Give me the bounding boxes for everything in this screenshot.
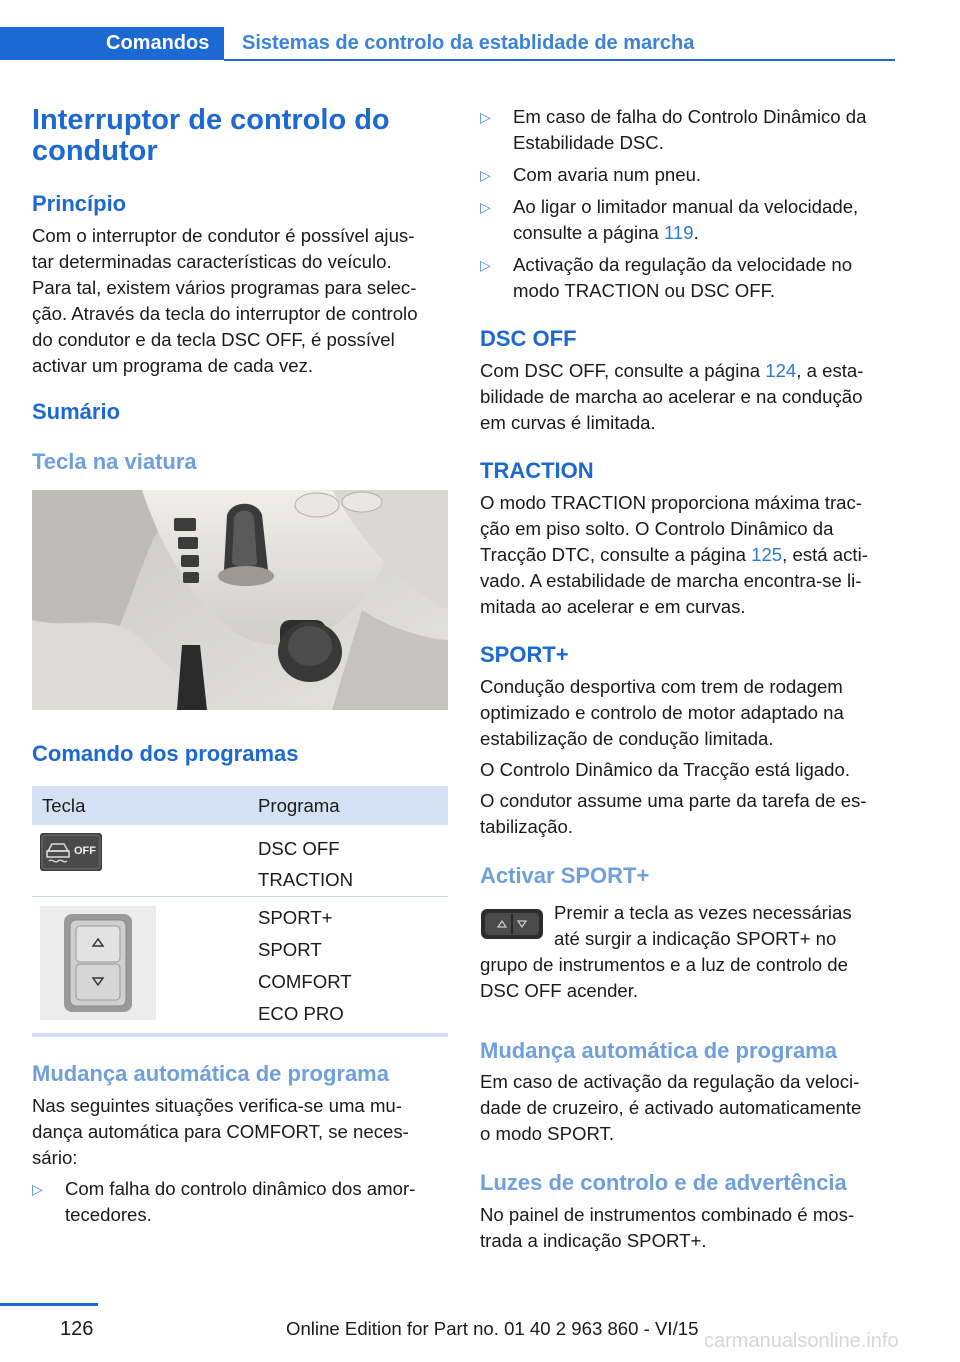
program-dsc-off: DSC OFF <box>258 838 340 859</box>
vehicle-console-image <box>32 490 448 710</box>
dsc-off-button-image <box>40 833 102 871</box>
rocker-button-image <box>480 907 544 941</box>
text-line: dança automática para COMFORT, se neces- <box>32 1121 409 1142</box>
rocker-switch-icon <box>40 906 156 1020</box>
text-line: do condutor e da tecla DSC OFF, é possível <box>32 329 395 350</box>
chapter-tab <box>0 27 224 60</box>
program-sport-plus: SPORT+ <box>258 907 333 928</box>
auto-change-text <box>32 1093 409 1171</box>
triangle-bullet-icon: ▷ <box>480 199 491 215</box>
program-traction: TRACTION <box>258 869 354 890</box>
auto-change-heading-2: Mudança automática de programa <box>480 1038 837 1063</box>
activate-text-side: Premir a tecla as vezes necessárias até surgir a indicação SPORT+ no <box>554 902 852 949</box>
driving-switch-image <box>40 906 156 1020</box>
principle-heading: Princípio <box>32 191 127 216</box>
text-line: ção. Através da tecla do interruptor de controlo <box>32 303 418 324</box>
list-item-text: Com avaria num pneu. <box>513 164 702 185</box>
text-line: Para tal, existem vários programas para selec- <box>32 277 417 298</box>
warning-lights-heading: Luzes de controlo e de advertência <box>480 1170 847 1195</box>
page-number: 126 <box>60 1318 94 1340</box>
dsc-off-heading: DSC OFF <box>480 326 577 351</box>
list-item-text: Com falha do controlo dinâmico dos amor- tecedores. <box>65 1178 416 1225</box>
table-header <box>32 786 448 825</box>
online-edition-note: Online Edition for Part no. 01 40 2 963 860 - VI/15 <box>286 1318 699 1339</box>
sport-plus-text: Condução desportiva com trem de rodagem optimizado e controlo de motor adaptado na estabilização de condução limitada. <box>480 676 844 749</box>
rocker-button-icon <box>480 907 544 941</box>
title-line-2: condutor <box>32 135 158 167</box>
programs-heading: Comando dos programas <box>32 741 299 766</box>
warning-lights-text: No painel de instrumentos combinado é mos- trada a indicação SPORT+. <box>480 1204 855 1251</box>
auto-change-heading: Mudança automática de programa <box>32 1061 389 1086</box>
header-rule <box>224 59 895 61</box>
title-line-1: Interruptor de controlo do <box>32 104 390 136</box>
key-heading: Tecla na viatura <box>32 449 197 474</box>
program-sport: SPORT <box>258 939 322 960</box>
program-comfort: COMFORT <box>258 971 352 992</box>
text-line: Com o interruptor de condutor é possível ajus- <box>32 225 415 246</box>
triangle-bullet-icon: ▷ <box>32 1181 43 1197</box>
principle-text <box>32 223 418 379</box>
table-bottom-rule <box>32 1033 448 1037</box>
sport-plus-heading: SPORT+ <box>480 642 569 667</box>
text-line: Nas seguintes situações verifica-se uma mu- <box>32 1095 402 1116</box>
footer-rule <box>0 1303 98 1306</box>
row2-programs <box>258 902 352 1030</box>
dsc-off-label: OFF <box>74 845 96 857</box>
table-divider <box>32 896 448 897</box>
program-eco-pro: ECO PRO <box>258 1003 344 1024</box>
traction-heading: TRACTION <box>480 458 594 483</box>
sport-plus-traction-note: O Controlo Dinâmico da Tracção está ligado. <box>480 759 850 780</box>
list-item-text: Activação da regulação da velocidade no modo TRACTION ou DSC OFF. <box>513 254 853 301</box>
chapter-label: Comandos <box>106 32 210 54</box>
auto-change-text-2: Em caso de activação da regulação da veloci- dade de cruzeiro, é activado automaticamente o modo SPORT. <box>480 1071 862 1144</box>
summary-heading: Sumário <box>32 399 121 424</box>
page-title <box>32 105 390 167</box>
console-illustration <box>32 490 448 710</box>
triangle-bullet-icon: ▷ <box>480 109 491 125</box>
activate-text: grupo de instrumentos e a luz de controlo de DSC OFF acender. <box>480 954 848 1001</box>
text-line: sário: <box>32 1147 78 1168</box>
triangle-bullet-icon: ▷ <box>480 167 491 183</box>
row1-programs <box>258 833 353 895</box>
section-title: Sistemas de controlo da establidade de marcha <box>242 32 695 54</box>
list-item-text: Ao ligar o limitador manual da velocidade, consulte a página 119. <box>513 196 859 243</box>
list-item-text: Em caso de falha do Controlo Dinâmico da Estabilidade DSC. <box>513 106 867 153</box>
page-link-125[interactable]: 125 <box>751 544 783 565</box>
page-link-124[interactable]: 124 <box>765 360 797 381</box>
triangle-bullet-icon: ▷ <box>480 257 491 273</box>
text-line: activar um programa de cada vez. <box>32 355 314 376</box>
page-link-119[interactable]: 119 <box>663 222 694 243</box>
sport-plus-driver-note: O condutor assume uma parte da tarefa de es- tabilização. <box>480 790 867 837</box>
dsc-off-text: Com DSC OFF, consulte a página 124, a esta- bilidade de marcha ao acelerar e na condução em curvas é limitada. <box>480 360 864 433</box>
text-line: tar determinadas características do veículo. <box>32 251 392 272</box>
column-header-key: Tecla <box>42 795 86 816</box>
activate-sport-plus-heading: Activar SPORT+ <box>480 863 650 888</box>
page-header <box>0 0 895 62</box>
column-header-program: Programa <box>258 795 340 816</box>
traction-text: O modo TRACTION proporciona máxima trac- ção em piso solto. O Controlo Dinâmico da Tracção DTC, consulte a página 125, está acti- vado. A estabilidade de marcha encontra-se li- mitada ao acelerar e em curvas. <box>480 492 868 617</box>
watermark: carmanualsonline.info <box>704 1330 899 1352</box>
